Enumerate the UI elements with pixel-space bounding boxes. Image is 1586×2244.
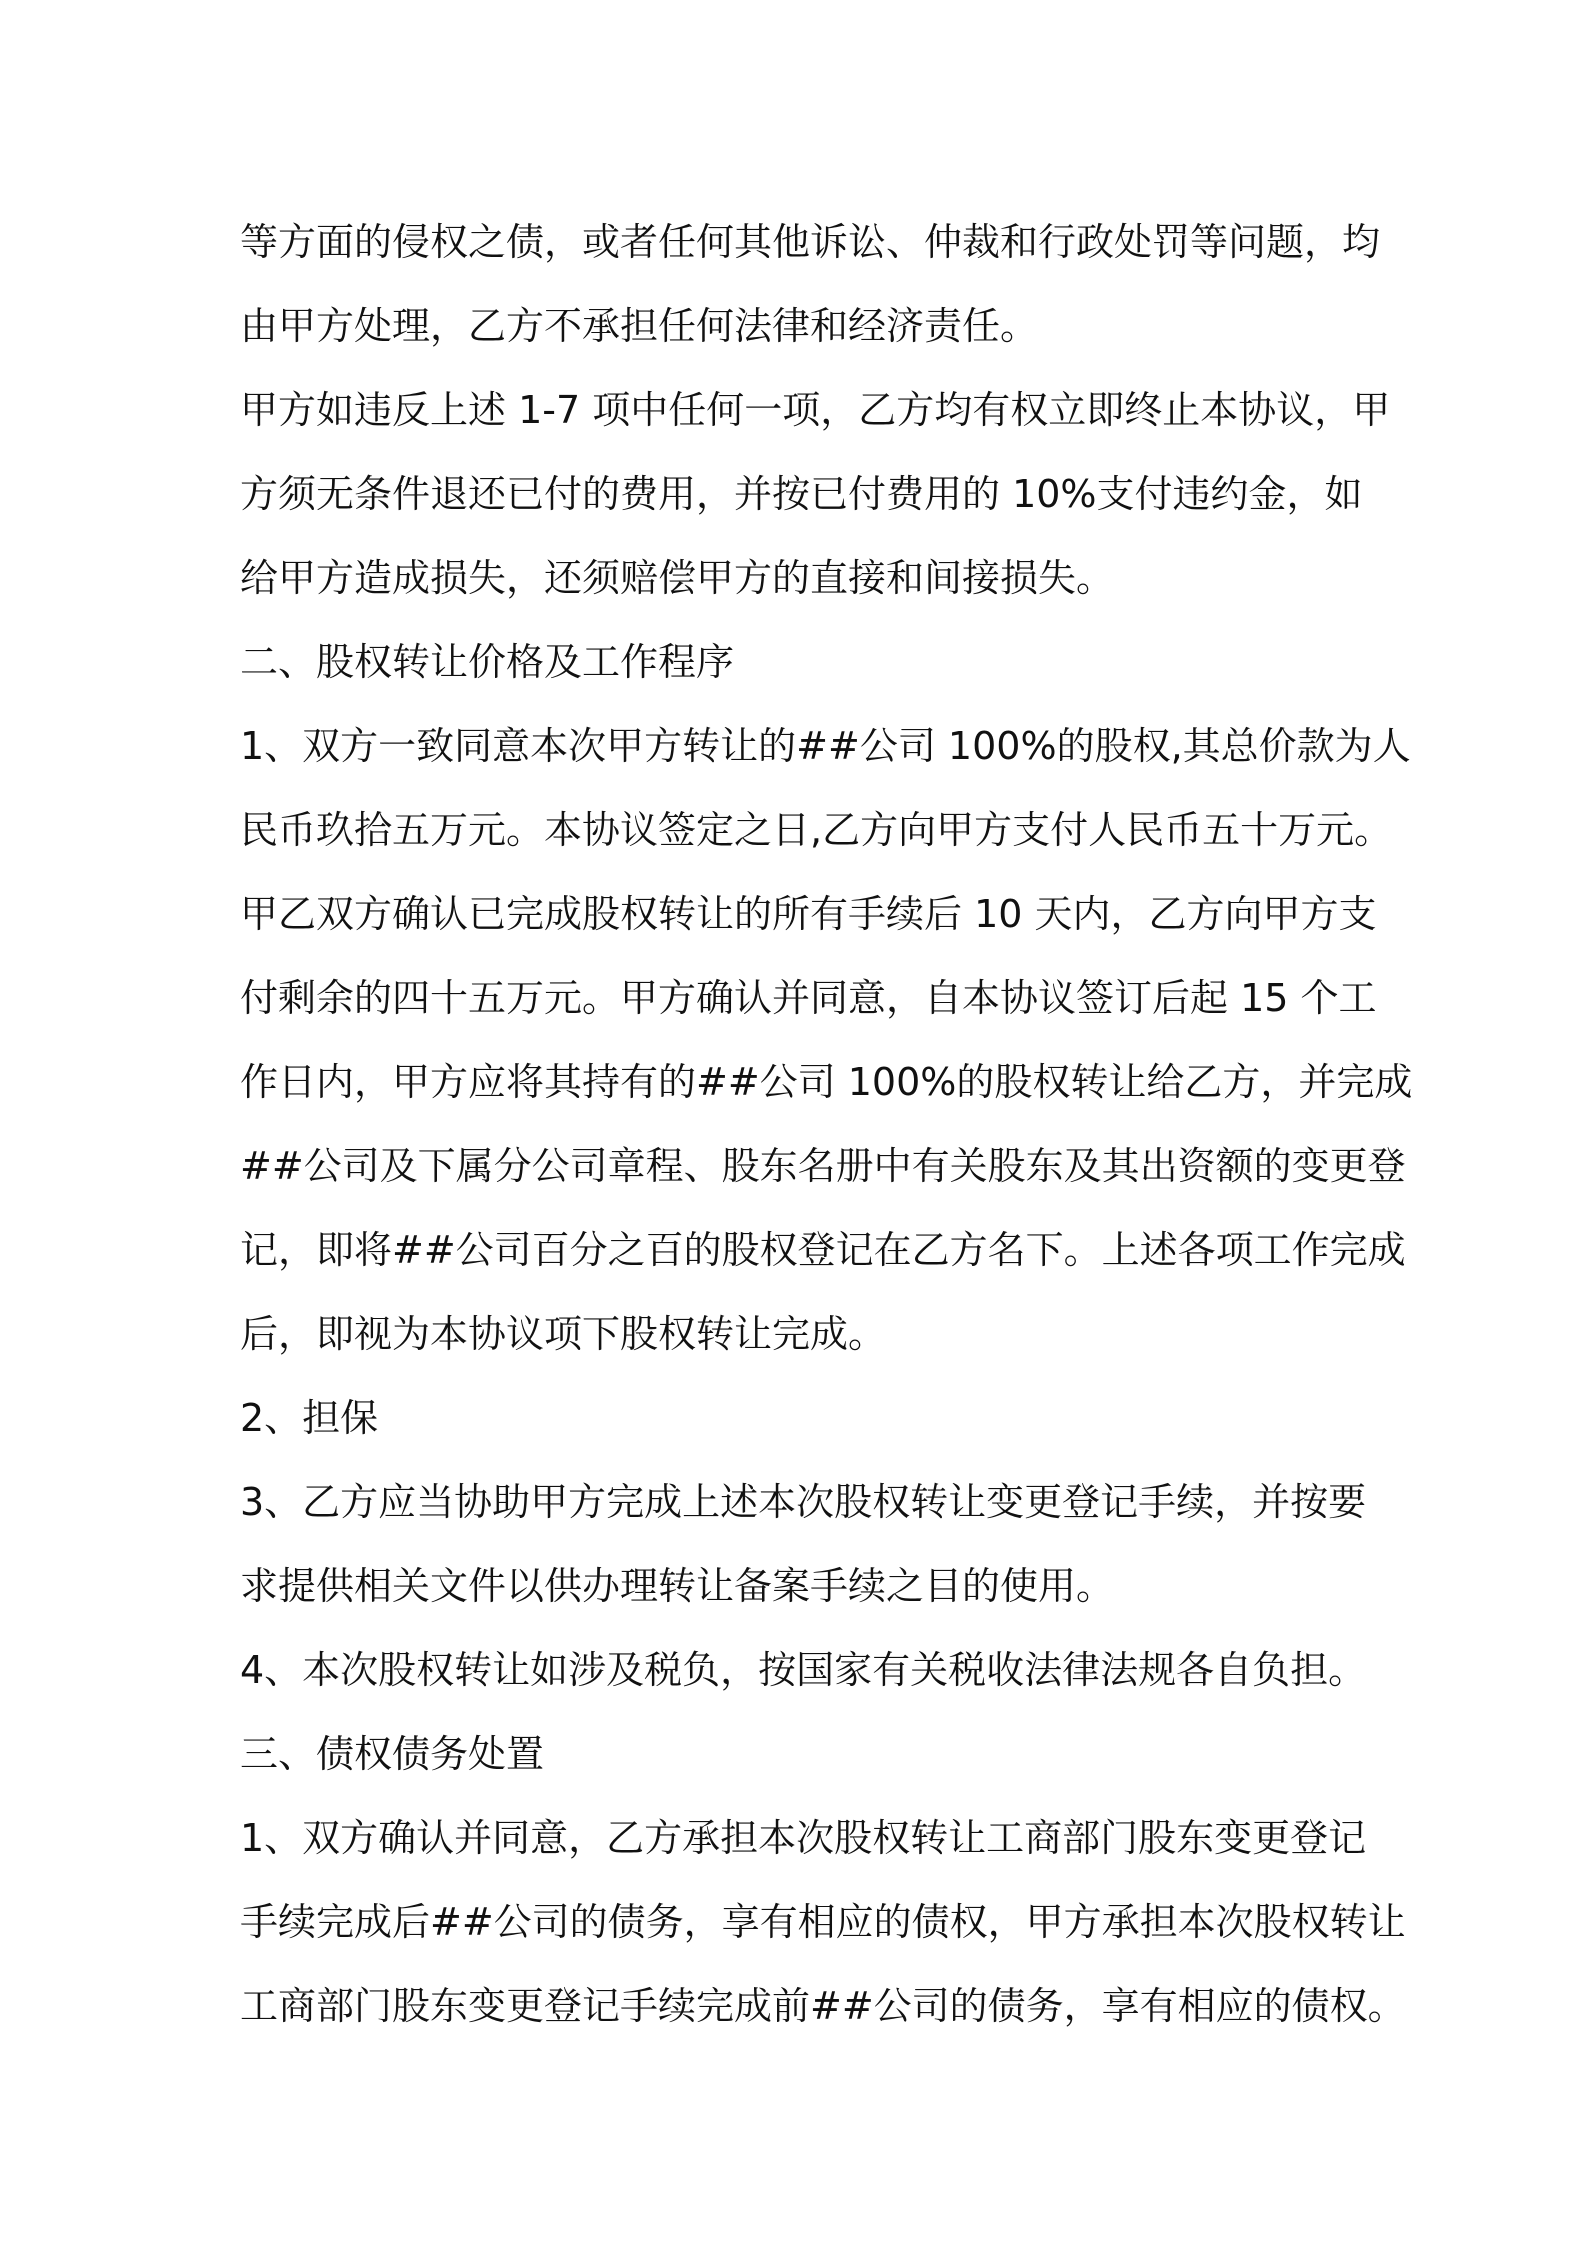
text-line: 3、乙方应当协助甲方完成上述本次股权转让变更登记手续，并按要 (240, 1480, 1367, 1524)
text-line: 工商部门股东变更登记手续完成前##公司的债务，享有相应的债权。 (240, 1984, 1406, 2028)
text-line: 民币玖拾五万元。本协议签定之日,乙方向甲方支付人民币五十万元。 (240, 808, 1393, 852)
text-line: 方须无条件退还已付的费用，并按已付费用的 10%支付违约金，如 (240, 472, 1363, 516)
text-line: 手续完成后##公司的债务，享有相应的债权，甲方承担本次股权转让 (240, 1900, 1406, 1944)
document-page (240, 200, 1413, 2048)
text-line: 甲乙双方确认已完成股权转让的所有手续后 10 天内，乙方向甲方支 (240, 892, 1377, 936)
text-line: ##公司及下属分公司章程、股东名册中有关股东及其出资额的变更登 (240, 1144, 1406, 1188)
text-line: 记，即将##公司百分之百的股权登记在乙方名下。上述各项工作完成 (240, 1228, 1406, 1272)
text-line: 甲方如违反上述 1-7 项中任何一项，乙方均有权立即终止本协议，甲 (240, 388, 1391, 432)
text-line: 给甲方造成损失，还须赔偿甲方的直接和间接损失。 (240, 556, 1115, 600)
clause-heading: 2、担保 (240, 1396, 379, 1440)
text-line: 求提供相关文件以供办理转让备案手续之目的使用。 (240, 1564, 1115, 1608)
text-line: 付剩余的四十五万元。甲方确认并同意，自本协议签订后起 15 个工 (240, 976, 1377, 1020)
text-line: 4、本次股权转让如涉及税负，按国家有关税收法律法规各自负担。 (240, 1648, 1367, 1692)
text-line: 1、双方一致同意本次甲方转让的##公司 100%的股权,其总价款为人 (240, 724, 1411, 768)
text-line: 后，即视为本协议项下股权转让完成。 (240, 1312, 887, 1356)
section-heading: 二、股权转让价格及工作程序 (240, 640, 735, 684)
section-heading: 三、债权债务处置 (240, 1732, 545, 1776)
text-line: 作日内，甲方应将其持有的##公司 100%的股权转让给乙方，并完成 (240, 1060, 1413, 1104)
text-line: 等方面的侵权之债，或者任何其他诉讼、仲裁和行政处罚等问题，均 (240, 220, 1381, 264)
text-line: 1、双方确认并同意，乙方承担本次股权转让工商部门股东变更登记 (240, 1816, 1367, 1860)
text-line: 由甲方处理，乙方不承担任何法律和经济责任。 (240, 304, 1039, 348)
